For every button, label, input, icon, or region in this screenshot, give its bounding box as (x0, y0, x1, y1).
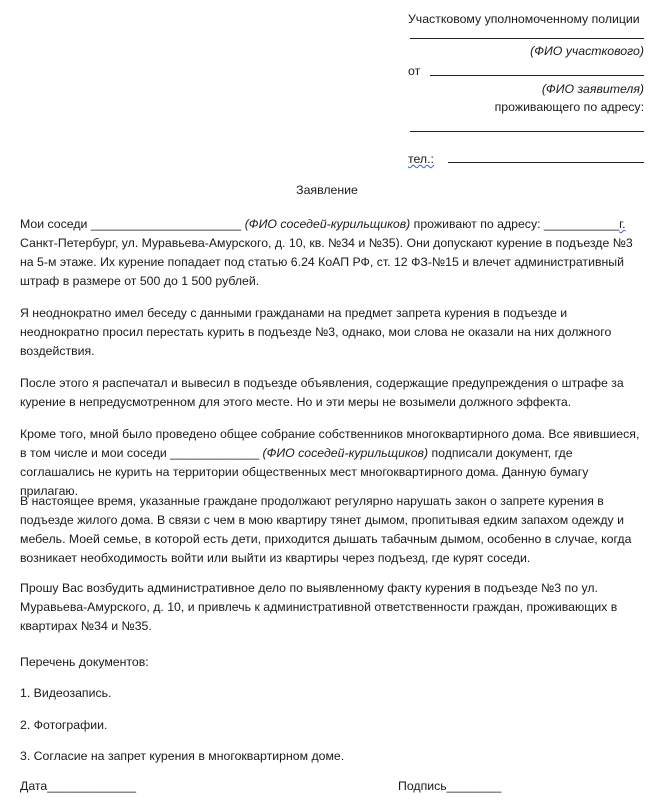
signature-field: Подпись________ (398, 779, 502, 793)
documents-heading: Перечень документов: (20, 655, 149, 669)
residing-label: проживающего по адресу: (494, 100, 644, 114)
officer-name-line (410, 38, 644, 39)
date-field: Дата_____________ (20, 779, 137, 793)
document-item: 2. Фотографии. (20, 718, 108, 732)
paragraph-3: После этого я распечатал и вывесил в подъезде объявления, содержащие предупреждения о штрафе за курение в непредусмотренном для этого месте. Но и эти меры не возымели должного эффекта. (20, 376, 624, 409)
paragraph-1: Мои соседи ______________________ (ФИО соседей-курильщиков) проживают по адресу: ___________г. Санкт-Петербург, ул. Муравьева-Амурского, д. 10, кв. №34 и №35). Они допускают курение в подъезде №3 на 5-м этаже. Их курение попадает под статью 6.24 КоАП РФ, ст. 12 ФЗ-№15 и влечет административный штраф в размере от 500 до 1 500 рублей. (20, 217, 633, 288)
addressee: Участковому уполномоченному полиции (408, 12, 640, 26)
applicant-name-line (430, 75, 644, 76)
paragraph-4: Кроме того, мной было проведено общее собрание собственников многоквартирного дома. Все явившиеся, в том числе и мои соседи _____________ (ФИО соседей-курильщиков) подписали документ, где соглашались не курить на территории общественных мест многоквартирного дома. Данную бумагу прилагаю. (20, 427, 640, 498)
from-label: от (408, 64, 421, 78)
document-title: Заявление (296, 183, 358, 197)
neighbors-hint: (ФИО соседей-курильщиков) (241, 217, 411, 231)
document-item: 1. Видеозапись. (20, 686, 112, 700)
phone-label: тел.: (408, 152, 434, 166)
paragraph-6: Прошу Вас возбудить административное дело по выявленному факту курения в подъезде №3 по ул. Муравьева-Амурского, д. 10, и привлечь к административной ответственности граждан, проживающих в квартирах №34 и №35. (20, 581, 618, 633)
document-item: 3. Согласие на запрет курения в многоквартирном доме. (20, 749, 345, 763)
paragraph-5: В настоящее время, указанные граждане продолжают регулярно нарушать закон о запрете курения в подъезде жилого дома. В связи с чем в мою квартиру тянет дымом, пропитывая едким запахом одежду и мебель. Моей семье, в которой есть дети, приходится дышать табачным дымом, особенно в случае, когда возникает необходимость войти или выйти из квартиры через подъезд, где курят соседи. (20, 494, 632, 565)
paragraph-2: Я неоднократно имел беседу с данными гражданами на предмет запрета курения в подъезде и неоднократно просил перестать курить в подъезде №3, однако, мои слова не оказали на них должного воздействия. (20, 306, 612, 358)
address-line (410, 131, 644, 132)
officer-name-hint: (ФИО участкового) (530, 44, 644, 58)
phone-line (448, 162, 644, 163)
applicant-name-hint: (ФИО заявителя) (541, 82, 644, 96)
